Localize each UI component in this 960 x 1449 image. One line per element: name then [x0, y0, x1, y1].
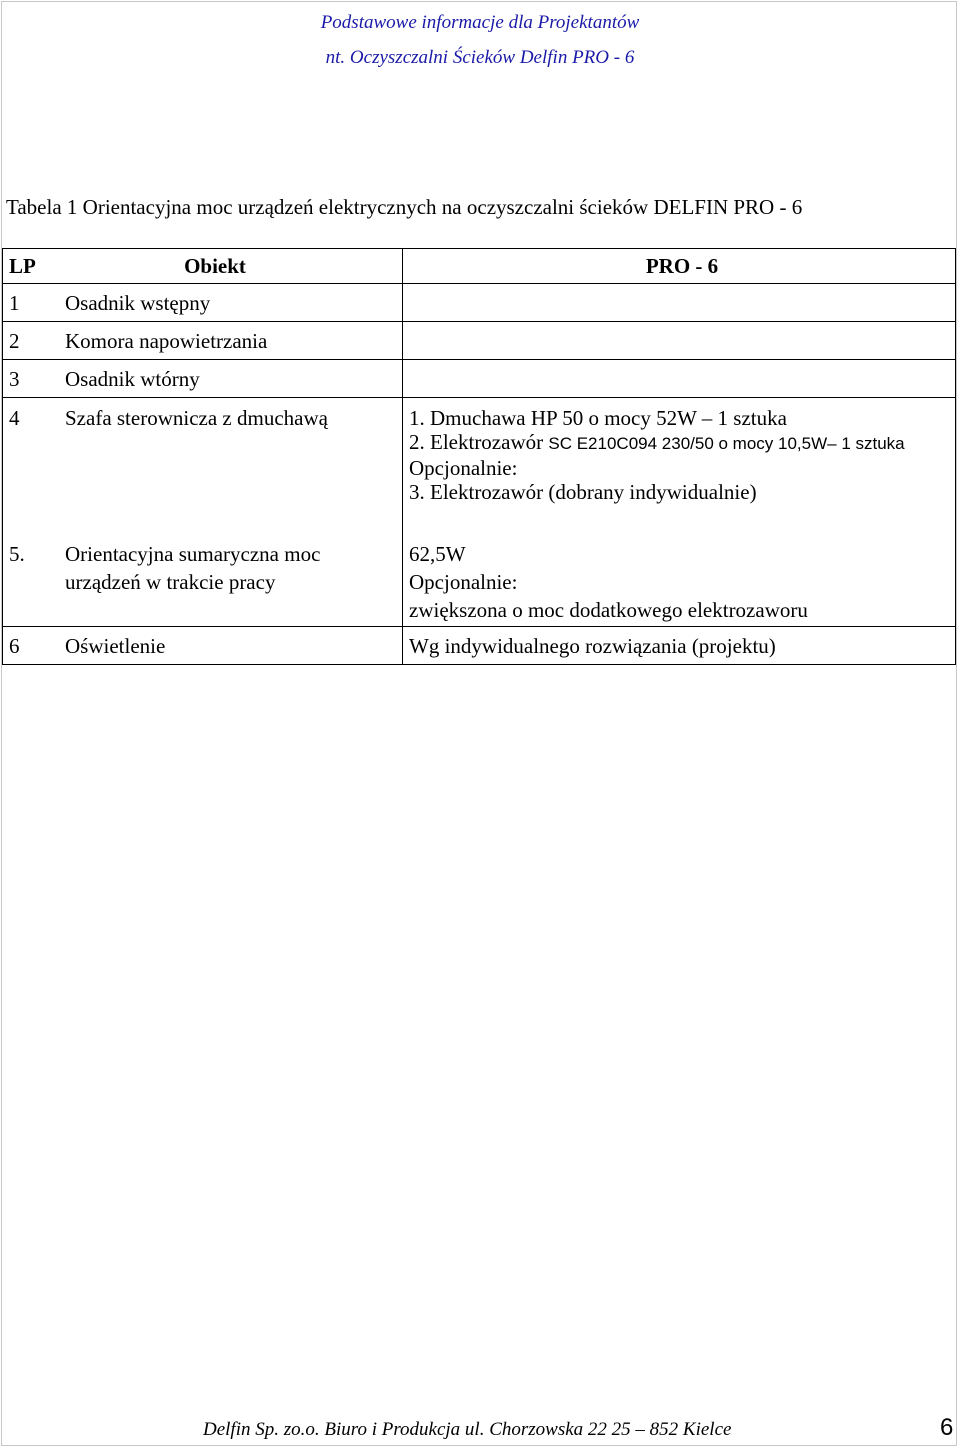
row-5-value-line-3: zwiększona o moc dodatkowego elektrozaworu [409, 598, 808, 622]
row-4-value-line-3: Opcjonalnie: [409, 456, 518, 480]
table-row [3, 284, 956, 322]
row-5-value [403, 530, 956, 627]
row-obiekt: Komora napowietrzania [65, 328, 268, 353]
header-title: Podstawowe informacje dla Projektantów [320, 12, 640, 33]
row-3-value [403, 360, 956, 398]
table-row [3, 627, 956, 665]
table-row [3, 530, 956, 627]
footer-address: Delfin Sp. zo.o. Biuro i Produkcja ul. Chorzowska 22 25 – 852 Kielce [203, 1419, 732, 1440]
row-6-value: Wg indywidualnego rozwiązania (projektu) [403, 627, 956, 665]
table-row [3, 360, 956, 398]
row-obiekt: Oświetlenie [65, 633, 166, 658]
row-5-object-line-1 [9, 540, 402, 568]
row-4-value-line-2 [409, 430, 955, 456]
row-2-object [3, 322, 403, 360]
row-1-object [3, 284, 403, 322]
row-4-value-line-2a: 2. Elektrozawór [409, 430, 549, 454]
power-table [2, 248, 956, 665]
table-caption: Tabela 1 Orientacyjna moc urządzeń elektrycznych na oczyszczalni ścieków DELFIN PRO - 6 [6, 195, 803, 219]
page-number: 6 [940, 1414, 954, 1441]
row-lp: 1 [9, 290, 20, 315]
row-5-object-line-2 [9, 568, 402, 596]
row-obiekt: Osadnik wtórny [65, 366, 200, 391]
header-subtitle: nt. Oczyszczalni Ścieków Delfin PRO - 6 [325, 47, 635, 68]
row-1-value [403, 284, 956, 322]
row-5-object [3, 530, 403, 627]
row-4-value [403, 398, 956, 531]
row-obiekt-line-2: urządzeń w trakcie pracy [65, 570, 276, 594]
table-row [3, 322, 956, 360]
row-5-value-line-2: Opcjonalnie: [409, 570, 518, 594]
row-obiekt-line-1: Orientacyjna sumaryczna moc [65, 542, 321, 566]
row-4-value-line-2b: SC E210C094 230/50 o mocy 10,5W– 1 sztuka [548, 434, 905, 453]
table-row [3, 398, 956, 531]
row-obiekt: Szafa sterownicza z dmuchawą [65, 406, 328, 430]
table-header-row [3, 249, 956, 284]
row-6-object [3, 627, 403, 665]
header-lp: LP [9, 254, 36, 278]
row-lp: 5. [9, 542, 25, 566]
row-3-object [3, 360, 403, 398]
row-lp: 2 [9, 328, 20, 353]
row-lp: 6 [9, 633, 20, 658]
row-lp: 4 [9, 406, 20, 430]
row-lp: 3 [9, 366, 20, 391]
row-4-value-line-4: 3. Elektrozawór (dobrany indywidualnie) [409, 480, 757, 504]
row-2-value [403, 322, 956, 360]
row-4-object [3, 398, 403, 531]
row-obiekt: Osadnik wstępny [65, 290, 211, 315]
header-cell-object [3, 249, 403, 284]
row-4-value-line-1: 1. Dmuchawa HP 50 o mocy 52W – 1 sztuka [409, 406, 787, 430]
header-obiekt: Obiekt [184, 254, 246, 278]
row-5-value-line-1: 62,5W [409, 542, 466, 566]
header-pro: PRO - 6 [403, 249, 956, 284]
